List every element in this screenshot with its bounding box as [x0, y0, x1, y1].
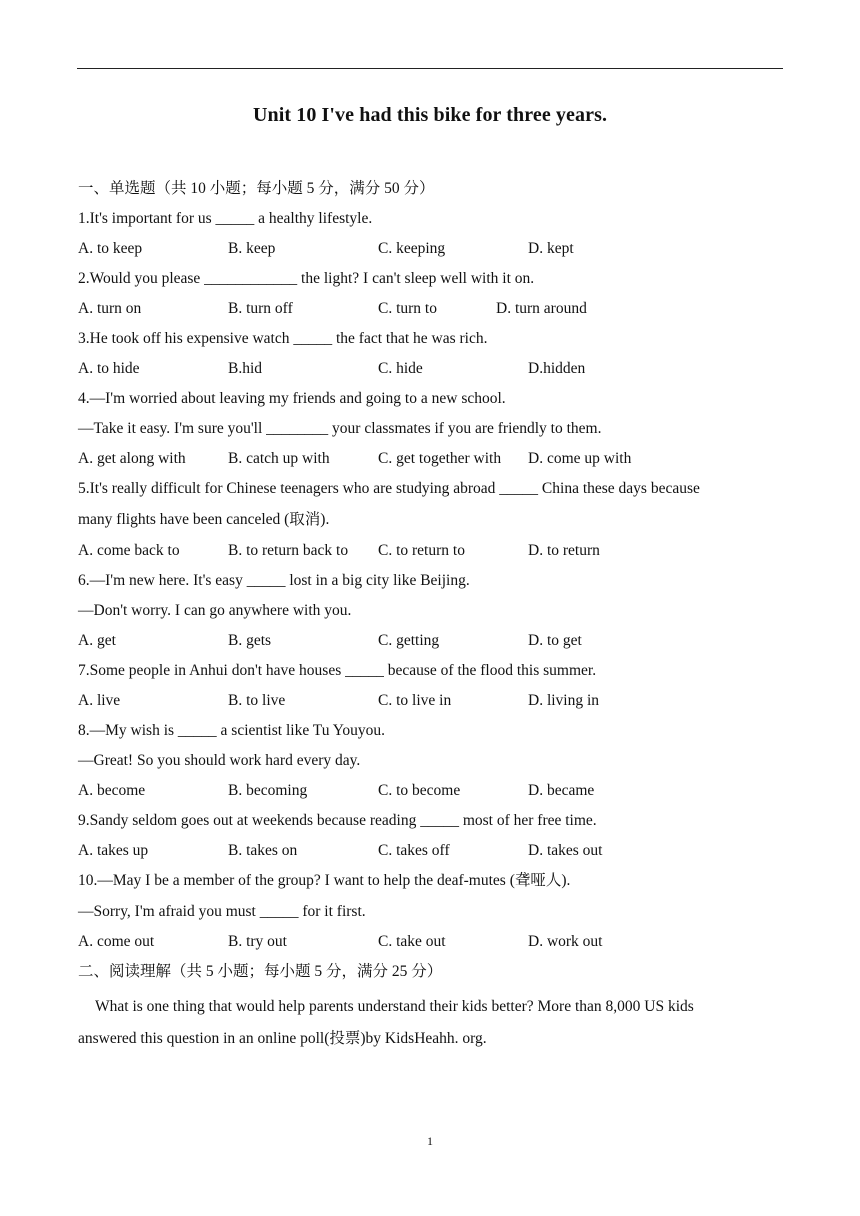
option-c: C. hide	[378, 360, 423, 377]
option-a: A. turn on	[78, 300, 142, 317]
question-10-options	[78, 931, 778, 961]
option-a: A. come back to	[78, 542, 180, 559]
option-c: C. turn to	[378, 300, 437, 317]
option-a: A. to keep	[78, 240, 143, 257]
option-b: B. gets	[228, 632, 272, 649]
question-6-options	[78, 630, 778, 660]
question-8-options	[78, 780, 778, 810]
question-5-line-1: 5.It's really difficult for Chinese teenagers who are studying abroad _____ China these days because	[78, 480, 700, 497]
option-b: B. catch up with	[228, 450, 330, 467]
option-c: C. takes off	[378, 842, 450, 859]
question-6-line-2: —Don't worry. I can go anywhere with you.	[78, 602, 352, 619]
passage-line-1: What is one thing that would help parents understand their kids better? More than 8,000 US kids	[95, 998, 694, 1015]
option-a: A. takes up	[78, 842, 149, 859]
question-7: 7.Some people in Anhui don't have houses _____ because of the flood this summer.	[78, 662, 597, 679]
reading-passage	[78, 991, 778, 1055]
question-3: 3.He took off his expensive watch _____ the fact that he was rich.	[78, 330, 488, 347]
option-a: A. get	[78, 632, 116, 649]
option-a: A. live	[78, 692, 121, 709]
question-10-line-2: —Sorry, I'm afraid you must _____ for it first.	[78, 903, 366, 920]
question-2: 2.Would you please ____________ the light? I can't sleep well with it on.	[78, 270, 535, 287]
header-rule	[77, 68, 783, 69]
option-b: B. to return back to	[228, 542, 349, 559]
exam-content	[78, 178, 778, 1055]
option-b: B. becoming	[228, 782, 308, 799]
option-b: B. try out	[228, 933, 287, 950]
section-heading-reading: 二、阅读理解（共 5 小题；每小题 5 分，满分 25 分）	[78, 963, 443, 980]
page-number: 1	[427, 1134, 433, 1148]
option-b: B.hid	[228, 360, 263, 377]
option-d: D. turn around	[496, 300, 587, 317]
question-5-options	[78, 540, 778, 570]
option-b: B. keep	[228, 240, 276, 257]
option-c: C. get together with	[378, 450, 502, 467]
question-1-options	[78, 238, 778, 268]
question-6-line-1: 6.—I'm new here. It's easy _____ lost in a big city like Beijing.	[78, 572, 470, 589]
document-title: Unit 10 I've had this bike for three years.	[252, 104, 608, 126]
question-4-options	[78, 448, 778, 478]
option-d: D. living in	[528, 692, 600, 709]
question-4-line-2: —Take it easy. I'm sure you'll ________ your classmates if you are friendly to them.	[78, 420, 602, 437]
option-d: D. takes out	[528, 842, 603, 859]
section-heading-multiple-choice: 一、单选题（共 10 小题；每小题 5 分，满分 50 分）	[78, 180, 435, 197]
option-d: D. come up with	[528, 450, 632, 467]
option-a: A. become	[78, 782, 146, 799]
option-c: C. to become	[378, 782, 461, 799]
option-c: C. keeping	[378, 240, 446, 257]
question-4-line-1: 4.—I'm worried about leaving my friends and going to a new school.	[78, 390, 506, 407]
option-a: A. come out	[78, 933, 155, 950]
option-d: D. to return	[528, 542, 600, 559]
question-8-line-1: 8.—My wish is _____ a scientist like Tu Youyou.	[78, 722, 386, 739]
question-8-line-2: —Great! So you should work hard every day.	[78, 752, 361, 769]
option-d: D.hidden	[528, 360, 586, 377]
option-d: D. became	[528, 782, 595, 799]
option-a: A. to hide	[78, 360, 140, 377]
option-b: B. turn off	[228, 300, 293, 317]
option-b: B. to live	[228, 692, 286, 709]
option-a: A. get along with	[78, 450, 186, 467]
question-9-options	[78, 840, 778, 870]
option-c: C. getting	[378, 632, 440, 649]
question-5-line-2: many flights have been canceled (取消).	[78, 511, 330, 528]
option-c: C. to return to	[378, 542, 465, 559]
question-3-options	[78, 358, 778, 388]
option-c: C. to live in	[378, 692, 452, 709]
question-9: 9.Sandy seldom goes out at weekends because reading _____ most of her free time.	[78, 812, 597, 829]
option-c: C. take out	[378, 933, 446, 950]
question-1: 1.It's important for us _____ a healthy lifestyle.	[78, 210, 373, 227]
option-d: D. work out	[528, 933, 603, 950]
passage-line-2: answered this question in an online poll(投票)by KidsHeahh. org.	[78, 1030, 487, 1047]
question-10-line-1: 10.—May I be a member of the group? I want to help the deaf-mutes (聋哑人).	[78, 872, 571, 889]
question-2-options	[78, 298, 778, 328]
question-7-options	[78, 690, 778, 720]
option-b: B. takes on	[228, 842, 298, 859]
option-d: D. kept	[528, 240, 574, 257]
option-d: D. to get	[528, 632, 582, 649]
